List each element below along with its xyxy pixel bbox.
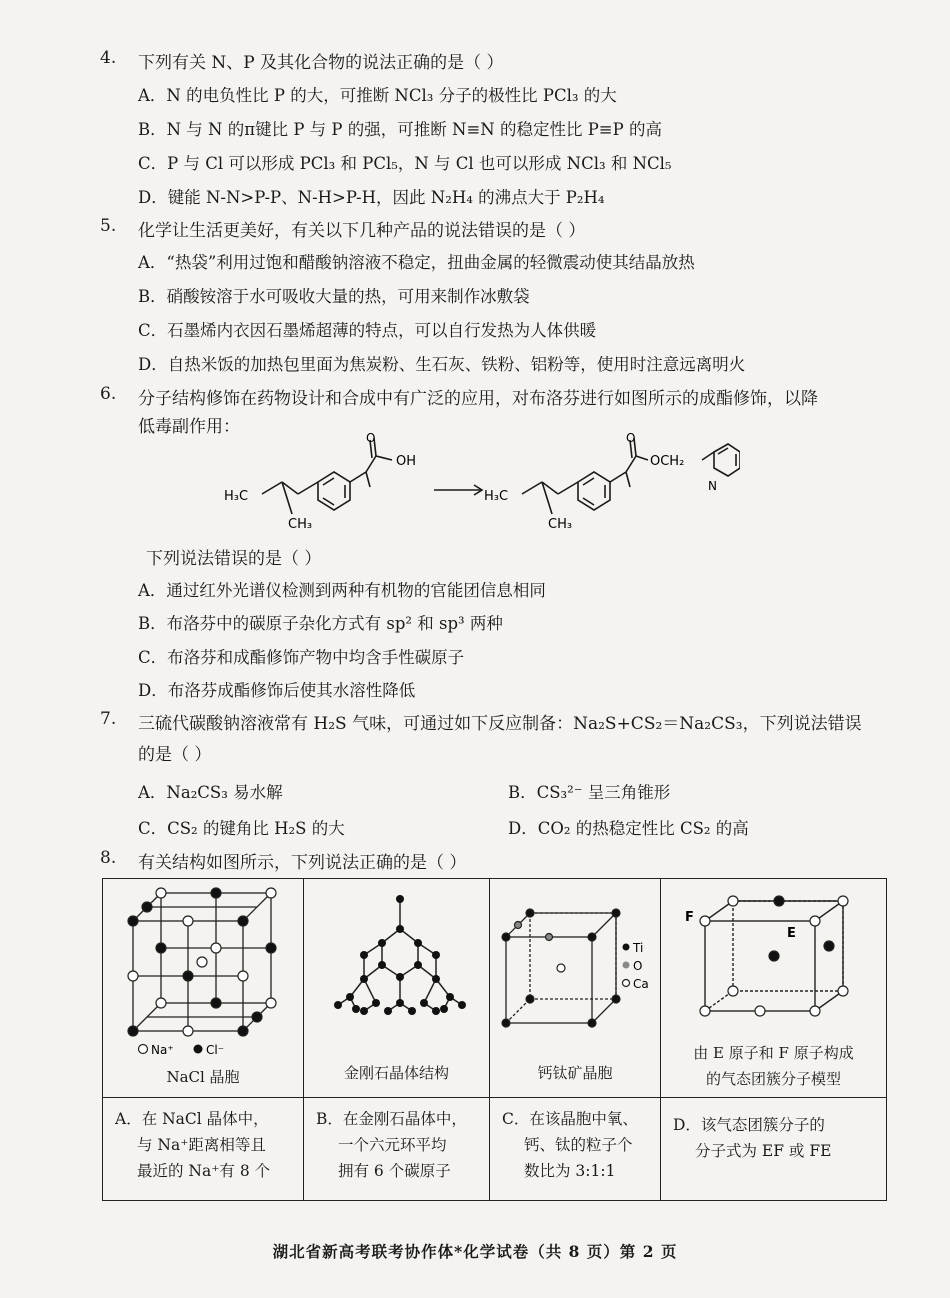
question-number: 8. bbox=[100, 848, 117, 868]
question-number: 6. bbox=[100, 384, 117, 404]
option-b: B．CS₃²⁻ 呈三角锥形 bbox=[508, 783, 671, 802]
option-a: A．Na₂CS₃ 易水解 bbox=[138, 783, 283, 802]
option-c: C．布洛芬和成酯修饰产物中均含手性碳原子 bbox=[138, 648, 465, 667]
option-a: A．N 的电负性比 P 的大，可推断 NCl₃ 分子的极性比 PCl₃ 的大 bbox=[138, 86, 617, 105]
option-b-cell bbox=[304, 1098, 490, 1201]
option-b: B．硝酸铵溶于水可吸收大量的热，可用来制作冰敷袋 bbox=[138, 287, 530, 306]
nacl-unit-cell-diagram bbox=[103, 879, 303, 1059]
label-f: F bbox=[685, 910, 694, 925]
option-d-cell bbox=[661, 1098, 887, 1201]
legend-ti: Ti bbox=[633, 941, 644, 955]
option-b: B．布洛芬中的碳原子杂化方式有 sp² 和 sp³ 两种 bbox=[138, 614, 503, 633]
carbonyl-o-label-product: O bbox=[626, 432, 636, 445]
option-text: 钙、钛的粒子个 bbox=[524, 1136, 633, 1154]
label-e: E bbox=[787, 926, 796, 941]
option-text: B．在金刚石晶体中， bbox=[316, 1110, 467, 1128]
figure-caption: NaCl 晶胞 bbox=[166, 1068, 240, 1086]
legend-na: Na⁺ bbox=[151, 1043, 174, 1057]
perovskite-unit-cell-diagram bbox=[490, 879, 660, 1049]
diamond-cell bbox=[304, 879, 490, 1098]
option-d: D．CO₂ 的热稳定性比 CS₂ 的高 bbox=[508, 819, 749, 838]
nacl-cell bbox=[103, 879, 304, 1098]
ch3-label: CH₃ bbox=[288, 517, 313, 532]
h3c-label-product: H₃C bbox=[484, 489, 509, 504]
option-text: C．在该晶胞中氧、 bbox=[502, 1110, 638, 1128]
structures-table bbox=[102, 878, 887, 1201]
question-stem: 分子结构修饰在药物设计和合成中有广泛的应用，对布洛芬进行如图所示的成酯修饰，以降 bbox=[138, 389, 818, 409]
option-a: A．“热袋”利用过饱和醋酸钠溶液不稳定，扭曲金属的轻微震动使其结晶放热 bbox=[138, 253, 695, 272]
ibuprofen-esterification-diagram bbox=[220, 432, 740, 542]
option-d: D．键能 N-N>P-P、N-H>P-H，因此 N₂H₄ 的沸点大于 P₂H₄ bbox=[138, 188, 605, 207]
oh-label: OH bbox=[396, 454, 417, 469]
option-c: C．CS₂ 的键角比 H₂S 的大 bbox=[138, 819, 345, 838]
option-c: C．P 与 Cl 可以形成 PCl₃ 和 PCl₅，N 与 Cl 也可以形成 NCl₃ 和 NCl₅ bbox=[138, 154, 672, 173]
legend-ca: Ca bbox=[633, 977, 649, 991]
option-d: D．布洛芬成酯修饰后使其水溶性降低 bbox=[138, 681, 416, 700]
question-stem: 下列有关 N、P 及其化合物的说法正确的是（ ） bbox=[138, 53, 504, 73]
question-number: 5. bbox=[100, 216, 117, 236]
ch3-label-product: CH₃ bbox=[548, 517, 573, 532]
diamond-structure-diagram bbox=[304, 879, 489, 1049]
option-text: 一个六元环平均 bbox=[338, 1136, 447, 1154]
legend-o: O bbox=[633, 959, 643, 973]
option-d: D．自热米饭的加热包里面为焦炭粉、生石灰、铁粉、铝粉等，使用时注意远离明火 bbox=[138, 355, 746, 374]
pyridine-n-label: N bbox=[708, 479, 717, 493]
perovskite-cell bbox=[490, 879, 661, 1098]
option-a-cell bbox=[103, 1098, 304, 1201]
option-c-cell bbox=[490, 1098, 661, 1201]
question-sub-stem: 下列说法错误的是（ ） bbox=[146, 549, 322, 569]
figure-caption: 金刚石晶体结构 bbox=[343, 1064, 449, 1082]
figure-caption-line2: 的气态团簇分子模型 bbox=[705, 1070, 841, 1088]
question-stem: 有关结构如图所示，下列说法正确的是（ ） bbox=[138, 853, 467, 873]
cluster-molecule-diagram bbox=[661, 879, 886, 1029]
h3c-label: H₃C bbox=[224, 489, 249, 504]
option-text: 与 Na⁺距离相等且 bbox=[137, 1136, 266, 1154]
option-text: 最近的 Na⁺有 8 个 bbox=[137, 1162, 271, 1180]
option-text: 分子式为 EF 或 FE bbox=[695, 1142, 832, 1160]
carbonyl-o-label: O bbox=[366, 432, 376, 445]
och2-label: OCH₂ bbox=[650, 454, 685, 469]
legend-cl: Cl⁻ bbox=[206, 1043, 225, 1057]
cluster-cell bbox=[661, 879, 887, 1098]
option-c: C．石墨烯内衣因石墨烯超薄的特点，可以自行发热为人体供暖 bbox=[138, 321, 597, 340]
figure-caption: 钙钛矿晶胞 bbox=[537, 1064, 613, 1082]
option-text: 拥有 6 个碳原子 bbox=[338, 1162, 451, 1180]
figure-caption-line1: 由 E 原子和 F 原子构成 bbox=[693, 1044, 854, 1062]
option-b: B．N 与 N 的π键比 P 与 P 的强，可推断 N≡N 的稳定性比 P≡P 的高 bbox=[138, 120, 662, 139]
question-number: 4. bbox=[100, 48, 117, 68]
question-stem: 三硫代碳酸钠溶液常有 H₂S 气味，可通过如下反应制备：Na₂S+CS₂＝Na₂CS₃，下列说法错误 bbox=[138, 714, 862, 734]
page-footer: 湖北省新高考联考协作体*化学试卷（共 8 页）第 2 页 bbox=[272, 1242, 678, 1261]
question-stem: 化学让生活更美好，有关以下几种产品的说法错误的是（ ） bbox=[138, 221, 586, 241]
option-a: A．通过红外光谱仪检测到两种有机物的官能团信息相同 bbox=[138, 581, 546, 600]
question-number: 7. bbox=[100, 709, 117, 729]
option-text: A．在 NaCl 晶体中， bbox=[115, 1110, 269, 1128]
option-text: D．该气态团簇分子的 bbox=[673, 1116, 825, 1134]
option-text: 数比为 3:1:1 bbox=[524, 1162, 616, 1180]
question-stem-cont: 低毒副作用： bbox=[138, 417, 240, 437]
question-stem-cont: 的是（ ） bbox=[138, 745, 212, 765]
